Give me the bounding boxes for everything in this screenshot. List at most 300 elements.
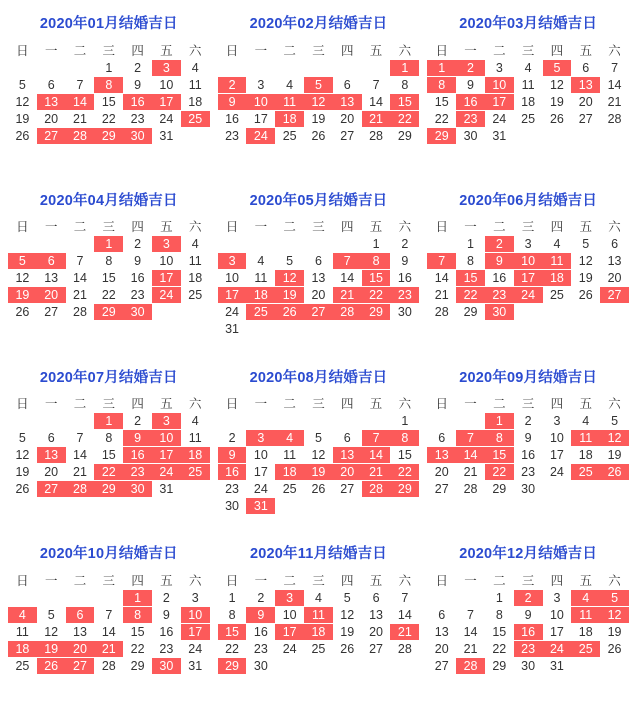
day-cell-auspicious[interactable] <box>456 430 485 447</box>
day-cell[interactable] <box>390 253 419 270</box>
day-cell[interactable] <box>571 623 600 640</box>
day-cell[interactable] <box>152 606 181 623</box>
day-cell[interactable] <box>181 236 210 253</box>
day-cell-auspicious[interactable] <box>362 447 391 464</box>
day-cell[interactable] <box>362 606 391 623</box>
day-cell-auspicious[interactable] <box>390 93 419 110</box>
day-cell[interactable] <box>543 76 572 93</box>
day-cell[interactable] <box>66 623 95 640</box>
day-cell[interactable] <box>333 589 362 606</box>
day-cell[interactable] <box>543 657 572 674</box>
day-cell-auspicious[interactable] <box>246 430 275 447</box>
day-cell-auspicious[interactable] <box>246 606 275 623</box>
day-cell-auspicious[interactable] <box>333 464 362 481</box>
day-cell[interactable] <box>246 447 275 464</box>
day-cell[interactable] <box>218 110 247 127</box>
day-cell-auspicious[interactable] <box>37 253 66 270</box>
day-cell[interactable] <box>152 127 181 144</box>
day-cell-auspicious[interactable] <box>37 287 66 304</box>
day-cell[interactable] <box>94 657 123 674</box>
day-cell-auspicious[interactable] <box>218 93 247 110</box>
day-cell[interactable] <box>304 447 333 464</box>
day-cell[interactable] <box>8 464 37 481</box>
day-cell-auspicious[interactable] <box>123 304 152 321</box>
day-cell[interactable] <box>362 93 391 110</box>
day-cell[interactable] <box>246 640 275 657</box>
day-cell-auspicious[interactable] <box>485 464 514 481</box>
day-cell[interactable] <box>543 287 572 304</box>
day-cell-auspicious[interactable] <box>304 606 333 623</box>
day-cell[interactable] <box>66 287 95 304</box>
day-cell[interactable] <box>543 93 572 110</box>
day-cell[interactable] <box>456 606 485 623</box>
day-cell[interactable] <box>390 640 419 657</box>
day-cell-auspicious[interactable] <box>275 430 304 447</box>
day-cell-auspicious[interactable] <box>37 93 66 110</box>
day-cell[interactable] <box>123 110 152 127</box>
day-cell-auspicious[interactable] <box>94 481 123 498</box>
day-cell[interactable] <box>543 589 572 606</box>
day-cell-auspicious[interactable] <box>600 287 629 304</box>
day-cell[interactable] <box>181 270 210 287</box>
day-cell[interactable] <box>152 110 181 127</box>
day-cell[interactable] <box>427 640 456 657</box>
day-cell-auspicious[interactable] <box>123 93 152 110</box>
day-cell[interactable] <box>123 253 152 270</box>
day-cell-auspicious[interactable] <box>362 304 391 321</box>
day-cell-auspicious[interactable] <box>246 93 275 110</box>
day-cell-auspicious[interactable] <box>485 304 514 321</box>
day-cell-auspicious[interactable] <box>427 127 456 144</box>
day-cell[interactable] <box>275 76 304 93</box>
day-cell-auspicious[interactable] <box>181 623 210 640</box>
day-cell-auspicious[interactable] <box>152 93 181 110</box>
day-cell[interactable] <box>304 127 333 144</box>
day-cell-auspicious[interactable] <box>543 640 572 657</box>
day-cell-auspicious[interactable] <box>94 640 123 657</box>
day-cell-auspicious[interactable] <box>218 623 247 640</box>
day-cell[interactable] <box>600 413 629 430</box>
day-cell[interactable] <box>37 110 66 127</box>
day-cell-auspicious[interactable] <box>362 464 391 481</box>
day-cell[interactable] <box>123 59 152 76</box>
day-cell[interactable] <box>514 110 543 127</box>
day-cell-auspicious[interactable] <box>427 59 456 76</box>
day-cell[interactable] <box>390 413 419 430</box>
day-cell[interactable] <box>456 236 485 253</box>
day-cell[interactable] <box>246 253 275 270</box>
day-cell[interactable] <box>181 253 210 270</box>
day-cell-auspicious[interactable] <box>152 413 181 430</box>
day-cell-auspicious[interactable] <box>8 253 37 270</box>
day-cell[interactable] <box>514 430 543 447</box>
day-cell-auspicious[interactable] <box>181 606 210 623</box>
day-cell[interactable] <box>485 589 514 606</box>
day-cell[interactable] <box>485 623 514 640</box>
day-cell[interactable] <box>218 321 247 338</box>
day-cell[interactable] <box>390 270 419 287</box>
day-cell[interactable] <box>485 270 514 287</box>
day-cell[interactable] <box>427 623 456 640</box>
day-cell-auspicious[interactable] <box>123 430 152 447</box>
day-cell[interactable] <box>333 110 362 127</box>
day-cell[interactable] <box>218 498 247 515</box>
day-cell[interactable] <box>246 657 275 674</box>
day-cell[interactable] <box>362 623 391 640</box>
day-cell[interactable] <box>427 464 456 481</box>
day-cell[interactable] <box>571 59 600 76</box>
day-cell-auspicious[interactable] <box>94 127 123 144</box>
day-cell[interactable] <box>123 623 152 640</box>
day-cell-auspicious[interactable] <box>304 93 333 110</box>
day-cell[interactable] <box>333 481 362 498</box>
day-cell[interactable] <box>543 623 572 640</box>
day-cell[interactable] <box>304 287 333 304</box>
day-cell[interactable] <box>304 481 333 498</box>
day-cell[interactable] <box>123 413 152 430</box>
day-cell[interactable] <box>427 270 456 287</box>
day-cell-auspicious[interactable] <box>37 657 66 674</box>
day-cell-auspicious[interactable] <box>66 93 95 110</box>
day-cell-auspicious[interactable] <box>600 606 629 623</box>
day-cell[interactable] <box>427 304 456 321</box>
day-cell-auspicious[interactable] <box>390 59 419 76</box>
day-cell-auspicious[interactable] <box>304 623 333 640</box>
day-cell-auspicious[interactable] <box>600 589 629 606</box>
day-cell[interactable] <box>456 464 485 481</box>
day-cell-auspicious[interactable] <box>485 93 514 110</box>
day-cell[interactable] <box>514 657 543 674</box>
day-cell[interactable] <box>514 76 543 93</box>
day-cell-auspicious[interactable] <box>571 589 600 606</box>
day-cell[interactable] <box>94 287 123 304</box>
day-cell[interactable] <box>66 304 95 321</box>
day-cell[interactable] <box>571 236 600 253</box>
day-cell[interactable] <box>123 270 152 287</box>
day-cell[interactable] <box>66 110 95 127</box>
day-cell-auspicious[interactable] <box>123 606 152 623</box>
day-cell[interactable] <box>8 623 37 640</box>
day-cell-auspicious[interactable] <box>66 127 95 144</box>
day-cell-auspicious[interactable] <box>218 76 247 93</box>
day-cell[interactable] <box>37 623 66 640</box>
day-cell[interactable] <box>600 59 629 76</box>
day-cell-auspicious[interactable] <box>152 430 181 447</box>
day-cell[interactable] <box>94 623 123 640</box>
day-cell[interactable] <box>8 430 37 447</box>
day-cell[interactable] <box>427 657 456 674</box>
day-cell[interactable] <box>333 640 362 657</box>
day-cell-auspicious[interactable] <box>152 447 181 464</box>
day-cell-auspicious[interactable] <box>571 76 600 93</box>
day-cell[interactable] <box>218 589 247 606</box>
day-cell-auspicious[interactable] <box>362 270 391 287</box>
day-cell[interactable] <box>362 640 391 657</box>
day-cell[interactable] <box>181 93 210 110</box>
day-cell[interactable] <box>304 253 333 270</box>
day-cell[interactable] <box>600 253 629 270</box>
day-cell[interactable] <box>8 76 37 93</box>
day-cell[interactable] <box>390 606 419 623</box>
day-cell-auspicious[interactable] <box>333 304 362 321</box>
day-cell-auspicious[interactable] <box>246 287 275 304</box>
day-cell-auspicious[interactable] <box>485 413 514 430</box>
day-cell[interactable] <box>543 430 572 447</box>
day-cell[interactable] <box>181 640 210 657</box>
day-cell[interactable] <box>246 481 275 498</box>
day-cell[interactable] <box>485 606 514 623</box>
day-cell-auspicious[interactable] <box>8 287 37 304</box>
day-cell[interactable] <box>390 304 419 321</box>
day-cell[interactable] <box>152 589 181 606</box>
day-cell-auspicious[interactable] <box>485 447 514 464</box>
day-cell-auspicious[interactable] <box>275 110 304 127</box>
day-cell[interactable] <box>427 430 456 447</box>
day-cell[interactable] <box>304 640 333 657</box>
day-cell-auspicious[interactable] <box>218 287 247 304</box>
day-cell[interactable] <box>514 59 543 76</box>
day-cell[interactable] <box>218 127 247 144</box>
day-cell[interactable] <box>123 236 152 253</box>
day-cell-auspicious[interactable] <box>218 657 247 674</box>
day-cell[interactable] <box>275 127 304 144</box>
day-cell[interactable] <box>181 287 210 304</box>
day-cell-auspicious[interactable] <box>37 481 66 498</box>
day-cell-auspicious[interactable] <box>66 640 95 657</box>
day-cell-auspicious[interactable] <box>456 110 485 127</box>
day-cell-auspicious[interactable] <box>456 287 485 304</box>
day-cell-auspicious[interactable] <box>362 481 391 498</box>
day-cell[interactable] <box>304 110 333 127</box>
day-cell[interactable] <box>37 76 66 93</box>
day-cell-auspicious[interactable] <box>275 589 304 606</box>
day-cell-auspicious[interactable] <box>66 606 95 623</box>
day-cell[interactable] <box>218 606 247 623</box>
day-cell[interactable] <box>304 589 333 606</box>
day-cell-auspicious[interactable] <box>514 623 543 640</box>
day-cell[interactable] <box>571 253 600 270</box>
day-cell[interactable] <box>456 640 485 657</box>
day-cell[interactable] <box>600 623 629 640</box>
day-cell[interactable] <box>514 236 543 253</box>
day-cell-auspicious[interactable] <box>37 640 66 657</box>
day-cell-auspicious[interactable] <box>181 447 210 464</box>
day-cell-auspicious[interactable] <box>218 447 247 464</box>
day-cell[interactable] <box>514 464 543 481</box>
day-cell-auspicious[interactable] <box>456 59 485 76</box>
day-cell-auspicious[interactable] <box>427 76 456 93</box>
day-cell[interactable] <box>390 127 419 144</box>
day-cell[interactable] <box>181 657 210 674</box>
day-cell[interactable] <box>181 413 210 430</box>
day-cell-auspicious[interactable] <box>123 447 152 464</box>
day-cell[interactable] <box>456 76 485 93</box>
day-cell-auspicious[interactable] <box>37 447 66 464</box>
day-cell[interactable] <box>275 447 304 464</box>
day-cell[interactable] <box>181 76 210 93</box>
day-cell[interactable] <box>246 110 275 127</box>
day-cell-auspicious[interactable] <box>362 253 391 270</box>
day-cell[interactable] <box>600 640 629 657</box>
day-cell-auspicious[interactable] <box>456 93 485 110</box>
day-cell-auspicious[interactable] <box>514 589 543 606</box>
day-cell-auspicious[interactable] <box>152 287 181 304</box>
day-cell[interactable] <box>543 606 572 623</box>
day-cell-auspicious[interactable] <box>514 253 543 270</box>
day-cell-auspicious[interactable] <box>152 236 181 253</box>
day-cell[interactable] <box>456 623 485 640</box>
day-cell-auspicious[interactable] <box>390 110 419 127</box>
day-cell-auspicious[interactable] <box>275 464 304 481</box>
day-cell[interactable] <box>218 430 247 447</box>
day-cell[interactable] <box>543 447 572 464</box>
day-cell[interactable] <box>94 59 123 76</box>
day-cell[interactable] <box>514 93 543 110</box>
day-cell[interactable] <box>571 287 600 304</box>
day-cell[interactable] <box>485 657 514 674</box>
day-cell-auspicious[interactable] <box>390 623 419 640</box>
day-cell-auspicious[interactable] <box>514 287 543 304</box>
day-cell[interactable] <box>571 413 600 430</box>
day-cell[interactable] <box>571 93 600 110</box>
day-cell[interactable] <box>427 481 456 498</box>
day-cell-auspicious[interactable] <box>362 110 391 127</box>
day-cell-auspicious[interactable] <box>456 447 485 464</box>
day-cell-auspicious[interactable] <box>37 127 66 144</box>
day-cell[interactable] <box>543 110 572 127</box>
day-cell-auspicious[interactable] <box>275 93 304 110</box>
day-cell[interactable] <box>8 270 37 287</box>
day-cell-auspicious[interactable] <box>514 270 543 287</box>
day-cell[interactable] <box>152 640 181 657</box>
day-cell[interactable] <box>8 304 37 321</box>
day-cell-auspicious[interactable] <box>94 413 123 430</box>
day-cell[interactable] <box>181 589 210 606</box>
day-cell[interactable] <box>275 606 304 623</box>
day-cell-auspicious[interactable] <box>571 464 600 481</box>
day-cell[interactable] <box>123 287 152 304</box>
day-cell-auspicious[interactable] <box>8 606 37 623</box>
day-cell[interactable] <box>543 413 572 430</box>
day-cell[interactable] <box>362 127 391 144</box>
day-cell[interactable] <box>246 464 275 481</box>
day-cell[interactable] <box>181 59 210 76</box>
day-cell-auspicious[interactable] <box>390 481 419 498</box>
day-cell[interactable] <box>8 93 37 110</box>
day-cell[interactable] <box>66 447 95 464</box>
day-cell[interactable] <box>304 270 333 287</box>
day-cell[interactable] <box>218 640 247 657</box>
day-cell-auspicious[interactable] <box>123 589 152 606</box>
day-cell[interactable] <box>8 447 37 464</box>
day-cell[interactable] <box>123 657 152 674</box>
day-cell-auspicious[interactable] <box>275 287 304 304</box>
day-cell-auspicious[interactable] <box>571 640 600 657</box>
day-cell-auspicious[interactable] <box>66 657 95 674</box>
day-cell-auspicious[interactable] <box>485 430 514 447</box>
day-cell[interactable] <box>218 270 247 287</box>
day-cell[interactable] <box>218 481 247 498</box>
day-cell[interactable] <box>37 606 66 623</box>
day-cell-auspicious[interactable] <box>390 464 419 481</box>
day-cell[interactable] <box>600 76 629 93</box>
day-cell-auspicious[interactable] <box>181 464 210 481</box>
day-cell[interactable] <box>427 287 456 304</box>
day-cell-auspicious[interactable] <box>123 464 152 481</box>
day-cell[interactable] <box>94 253 123 270</box>
day-cell-auspicious[interactable] <box>304 464 333 481</box>
day-cell[interactable] <box>485 127 514 144</box>
day-cell-auspicious[interactable] <box>600 430 629 447</box>
day-cell-auspicious[interactable] <box>456 657 485 674</box>
day-cell[interactable] <box>485 59 514 76</box>
day-cell[interactable] <box>123 76 152 93</box>
day-cell[interactable] <box>66 464 95 481</box>
day-cell[interactable] <box>362 589 391 606</box>
day-cell[interactable] <box>246 270 275 287</box>
day-cell[interactable] <box>37 464 66 481</box>
day-cell[interactable] <box>514 606 543 623</box>
day-cell[interactable] <box>571 270 600 287</box>
day-cell[interactable] <box>362 76 391 93</box>
day-cell-auspicious[interactable] <box>246 127 275 144</box>
day-cell[interactable] <box>275 640 304 657</box>
day-cell-auspicious[interactable] <box>304 304 333 321</box>
day-cell[interactable] <box>181 430 210 447</box>
day-cell-auspicious[interactable] <box>152 270 181 287</box>
day-cell-auspicious[interactable] <box>123 127 152 144</box>
day-cell-auspicious[interactable] <box>543 253 572 270</box>
day-cell[interactable] <box>8 110 37 127</box>
day-cell[interactable] <box>456 127 485 144</box>
day-cell[interactable] <box>456 304 485 321</box>
day-cell[interactable] <box>514 481 543 498</box>
day-cell[interactable] <box>600 236 629 253</box>
day-cell[interactable] <box>152 623 181 640</box>
day-cell[interactable] <box>246 589 275 606</box>
day-cell[interactable] <box>8 481 37 498</box>
day-cell[interactable] <box>543 464 572 481</box>
day-cell-auspicious[interactable] <box>390 430 419 447</box>
day-cell[interactable] <box>543 236 572 253</box>
day-cell-auspicious[interactable] <box>123 481 152 498</box>
day-cell[interactable] <box>94 430 123 447</box>
day-cell-auspicious[interactable] <box>333 447 362 464</box>
day-cell-auspicious[interactable] <box>94 76 123 93</box>
day-cell-auspicious[interactable] <box>485 253 514 270</box>
day-cell[interactable] <box>571 447 600 464</box>
day-cell[interactable] <box>304 430 333 447</box>
day-cell[interactable] <box>66 253 95 270</box>
day-cell[interactable] <box>37 270 66 287</box>
day-cell-auspicious[interactable] <box>152 464 181 481</box>
day-cell[interactable] <box>246 76 275 93</box>
day-cell-auspicious[interactable] <box>66 481 95 498</box>
day-cell[interactable] <box>427 606 456 623</box>
day-cell[interactable] <box>362 236 391 253</box>
day-cell[interactable] <box>152 481 181 498</box>
day-cell-auspicious[interactable] <box>218 253 247 270</box>
day-cell[interactable] <box>8 657 37 674</box>
day-cell[interactable] <box>218 304 247 321</box>
day-cell-auspicious[interactable] <box>94 236 123 253</box>
day-cell[interactable] <box>390 236 419 253</box>
day-cell-auspicious[interactable] <box>218 464 247 481</box>
day-cell[interactable] <box>333 127 362 144</box>
day-cell[interactable] <box>571 110 600 127</box>
day-cell-auspicious[interactable] <box>333 253 362 270</box>
day-cell[interactable] <box>390 589 419 606</box>
